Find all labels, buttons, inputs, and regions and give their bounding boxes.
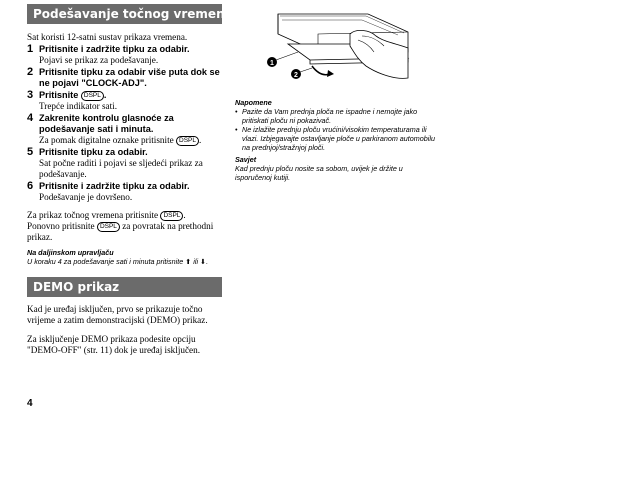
- intro-text: Sat koristi 12-satni sustav prikaza vremena.: [27, 32, 188, 42]
- step-text: Trepće indikator sati.: [39, 101, 117, 111]
- dspl-button-label: DSPL: [81, 91, 104, 101]
- step-text: [39, 135, 222, 146]
- step-3: [27, 90, 222, 112]
- step-4: [27, 113, 222, 146]
- remote-text-a: U koraku 4 za podešavanje sati i minuta pritisnite: [27, 257, 184, 266]
- section-heading-clock: Podešavanje točnog vremena: [27, 4, 222, 24]
- faceplate-illustration: [258, 8, 428, 90]
- remote-text: [27, 257, 222, 266]
- step-2: [27, 67, 222, 89]
- page-number: 4: [27, 398, 33, 409]
- step-5: [27, 147, 222, 180]
- step-text-end: .: [199, 135, 202, 145]
- step-heading: Pritisnite tipku za odabir više puta dok se ne pojavi "CLOCK-ADJ".: [39, 67, 220, 88]
- return-text-b: za povratak na prethodni prikaz.: [27, 221, 214, 242]
- step-text-body: Za pomak digitalne oznake pritisnite: [39, 135, 174, 145]
- bullet-icon: •: [235, 107, 238, 116]
- step-heading-text: Pritisnite: [39, 90, 79, 100]
- display-text-b: .: [183, 210, 186, 220]
- dspl-button-label: DSPL: [176, 136, 199, 146]
- section-heading-demo: DEMO prikaz: [27, 277, 222, 297]
- step-number: 6: [27, 180, 34, 192]
- step-heading: Pritisnite tipku za odabir.: [39, 147, 148, 157]
- demo-paragraph-1: Kad je uređaj isključen, prvo se prikazuje točno vrijeme a zatim demonstracijski (DEMO) prikaz.: [27, 304, 208, 325]
- step-number: 1: [27, 43, 34, 55]
- note-item: [235, 125, 435, 152]
- step-6: [27, 181, 222, 203]
- notes-heading: Napomene: [235, 98, 272, 107]
- notes-column: [235, 98, 435, 182]
- bullet-icon: •: [235, 125, 238, 134]
- left-column: [27, 4, 233, 356]
- step-heading: Pritisnite i zadržite tipku za odabir.: [39, 44, 190, 54]
- remote-text-b: .: [206, 257, 209, 266]
- step-heading: [39, 90, 222, 101]
- note-item: [235, 107, 435, 125]
- step-text: Podešavanje je dovršeno.: [39, 192, 133, 202]
- callout-2-label: 2: [294, 72, 298, 79]
- callout-1-label: 1: [270, 60, 274, 67]
- tip-heading: Savjet: [235, 155, 257, 164]
- step-text: Sat počne raditi i pojavi se sljedeći prikaz za podešavanje.: [39, 158, 203, 179]
- step-heading: Pritisnite i zadržite tipku za odabir.: [39, 181, 190, 191]
- step-text: Pojavi se prikaz za podešavanje.: [39, 55, 159, 65]
- return-text-a: Ponovno pritisnite: [27, 221, 95, 231]
- dspl-button-label: DSPL: [160, 211, 183, 221]
- arrow-up-icon: ⬆: [185, 257, 192, 266]
- step-number: 3: [27, 89, 34, 101]
- dspl-button-label: DSPL: [97, 222, 120, 232]
- step-heading-end: .: [103, 90, 107, 100]
- display-text-a: Za prikaz točnog vremena pritisnite: [27, 210, 159, 220]
- remote-or: ili: [193, 257, 199, 266]
- step-number: 4: [27, 112, 34, 124]
- note-text: Pazite da Vam prednja ploča ne ispadne i nemojte jako pritiskati ploču ni pokazivač.: [242, 107, 418, 125]
- step-number: 2: [27, 66, 34, 78]
- step-number: 5: [27, 146, 34, 158]
- note-text: Ne izlažite prednju ploču vrućini/visokim temperaturama ili vlazi. Izbjegavajte ostavljanje ploče u parkiranom automobilu na prednjoj/stražnjoj ploči.: [242, 125, 435, 152]
- demo-paragraph-2: Za isključenje DEMO prikaza podesite opciju "DEMO-OFF" (str. 11) dok je uređaj isključen.: [27, 334, 201, 355]
- display-paragraph: [27, 210, 222, 243]
- step-heading: Zakrenite kontrolu glasnoće za podešavanje sati i minuta.: [39, 113, 174, 134]
- remote-heading: Na daljinskom upravljaču: [27, 248, 114, 257]
- step-1: [27, 44, 222, 66]
- arrow-down-icon: ⬇: [200, 257, 207, 266]
- tip-text: Kad prednju ploču nosite sa sobom, uvijek je držite u isporučenoj kutiji.: [235, 164, 403, 182]
